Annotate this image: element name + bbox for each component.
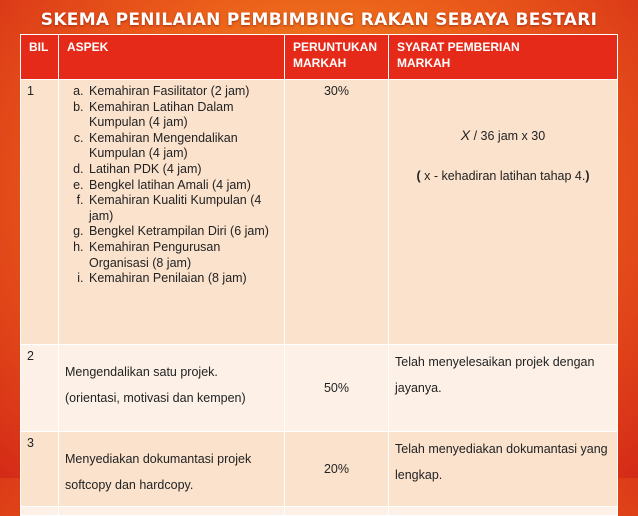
slide-title: SKEMA PENILAIAN PEMBIMBING RAKAN SEBAYA BESTARI (40, 10, 598, 30)
list-item: c. Kemahiran Mengendalikan Kumpulan (4 jam) (87, 131, 278, 162)
aspect-list (65, 84, 278, 287)
table-row (21, 432, 618, 507)
header-bil: BIL (21, 35, 59, 80)
list-item: a. Kemahiran Fasilitator (2 jam) (87, 84, 278, 100)
list-item: i. Kemahiran Penilaian (8 jam) (87, 271, 278, 287)
formula-note: ( x - kehadiran latihan tahap 4.) (416, 169, 590, 183)
requirement-cell: Telah menyelesaikan projek dengan jayanya. (389, 345, 618, 432)
aspect-cell: Mengendalikan satu projek. (orientasi, motivasi dan kempen) (59, 345, 285, 432)
allocation-cell: 50% (285, 345, 389, 432)
row-number: 3 (21, 432, 59, 507)
list-item: f. Kemahiran Kualiti Kumpulan (4 jam) (87, 193, 278, 224)
table-row (21, 80, 618, 345)
table-row (21, 345, 618, 432)
list-item: e. Bengkel latihan Amali (4 jam) (87, 178, 278, 194)
header-aspek: ASPEK (59, 35, 285, 80)
list-item: g. Bengkel Ketrampilan Diri (6 jam) (87, 224, 278, 240)
table-row-partial (21, 507, 618, 516)
formula: X / 36 jam x 30 (460, 127, 546, 143)
list-item: b. Kemahiran Latihan Dalam Kumpulan (4 jam) (87, 100, 278, 131)
allocation-cell: 20% (285, 432, 389, 507)
header-syarat: SYARAT PEMBERIAN MARKAH (389, 35, 618, 80)
requirement-cell (389, 80, 618, 345)
table-header-row (21, 35, 618, 80)
list-item: d. Latihan PDK (4 jam) (87, 162, 278, 178)
row-number: 1 (21, 80, 59, 345)
row-number: 2 (21, 345, 59, 432)
aspect-cell (59, 80, 285, 345)
allocation-cell: 30% (285, 80, 389, 345)
list-item: h. Kemahiran Pengurusan Organisasi (8 jam) (87, 240, 278, 271)
requirement-cell: Telah menyediakan dokumantasi yang lengkap. (389, 432, 618, 507)
assessment-table (20, 34, 618, 516)
aspect-cell: Menyediakan dokumantasi projek softcopy dan hardcopy. (59, 432, 285, 507)
header-peruntukan: PERUNTUKAN MARKAH (285, 35, 389, 80)
